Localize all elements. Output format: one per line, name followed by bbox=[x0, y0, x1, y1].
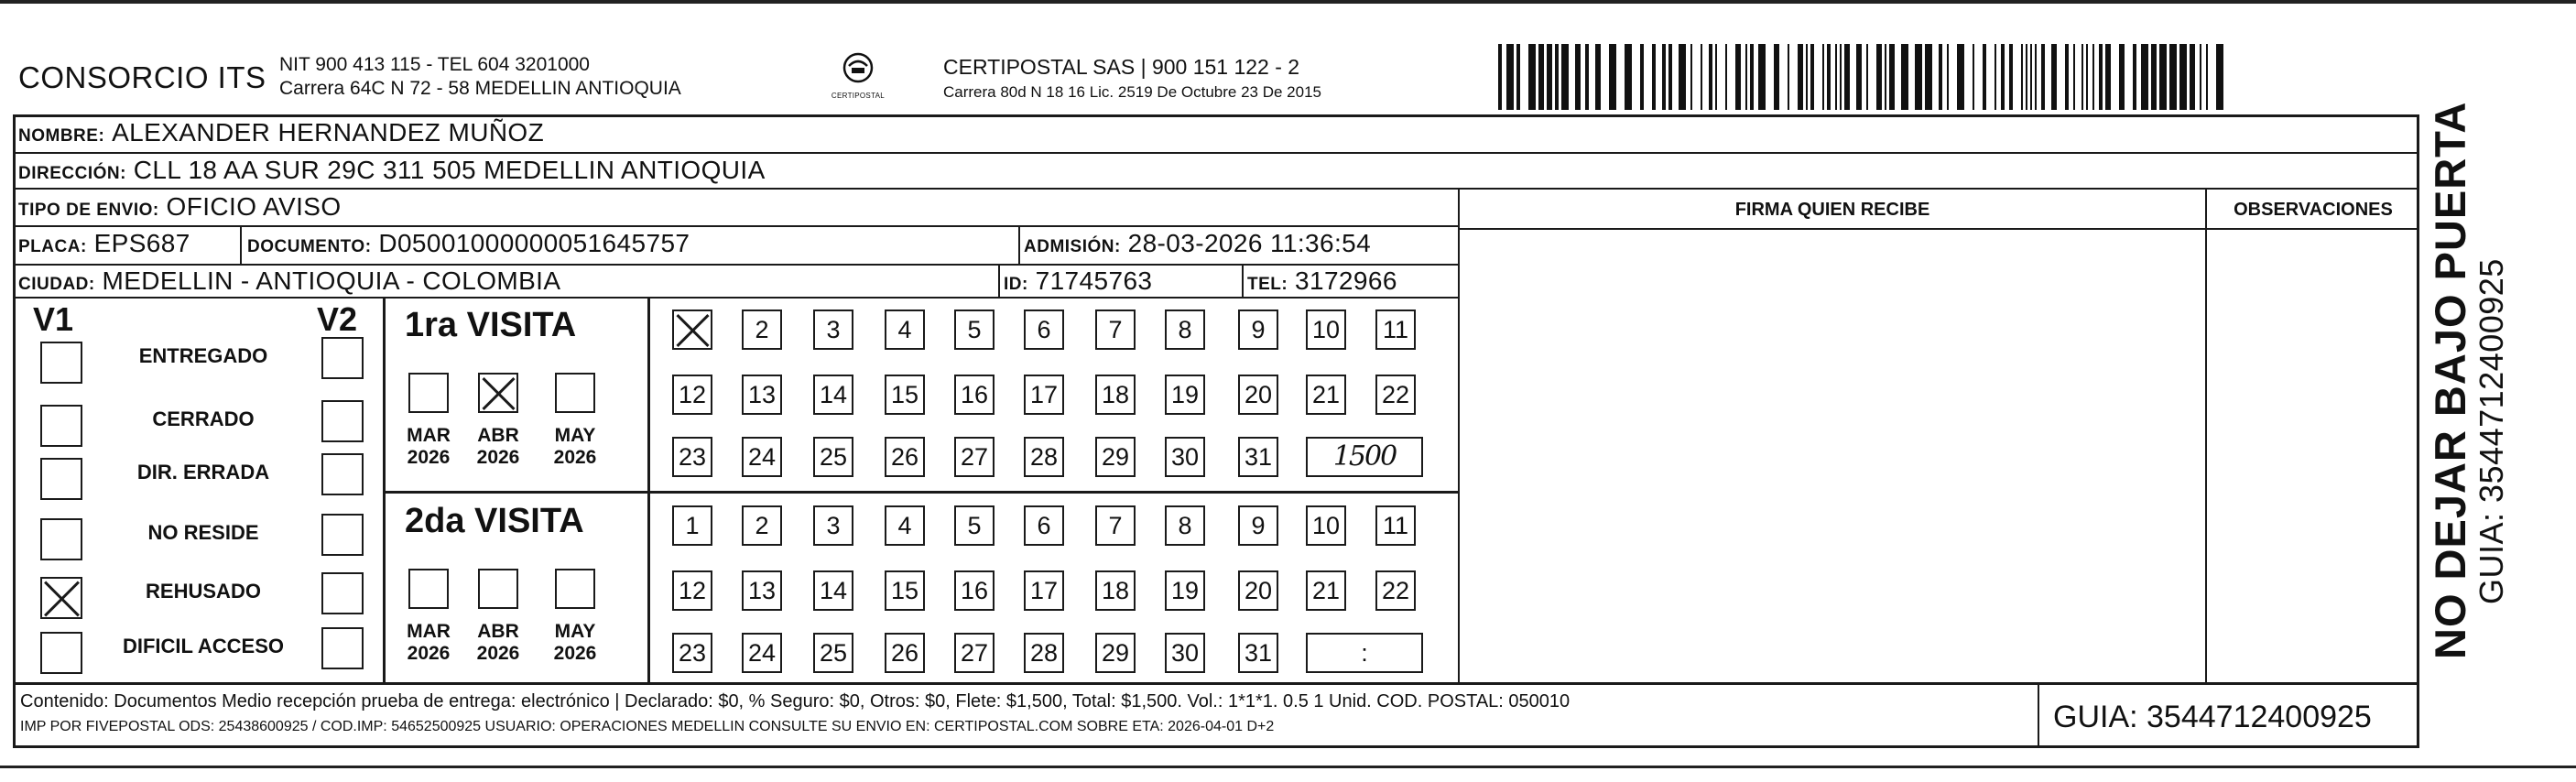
tipo-envio-field bbox=[18, 192, 342, 222]
time-box[interactable]: : bbox=[1306, 633, 1423, 673]
day-box[interactable]: 25 bbox=[813, 437, 853, 477]
side-guia-number: GUIA: 3544712400925 bbox=[2473, 258, 2510, 604]
barcode-bar bbox=[1595, 44, 1601, 110]
day-box[interactable]: 7 bbox=[1095, 505, 1136, 546]
barcode-bar bbox=[2030, 44, 2032, 110]
tel-label: TEL: bbox=[1247, 275, 1288, 294]
nombre-label: NOMBRE: bbox=[18, 126, 105, 146]
day-box[interactable]: 25 bbox=[813, 633, 853, 673]
status-v1-checkbox[interactable] bbox=[40, 518, 82, 560]
visit-title: 2da VISITA bbox=[405, 502, 584, 540]
day-box[interactable]: 28 bbox=[1024, 633, 1064, 673]
admision-label: ADMISIÓN: bbox=[1024, 237, 1121, 256]
barcode-bar bbox=[2151, 44, 2157, 110]
day-box[interactable]: 28 bbox=[1024, 437, 1064, 477]
status-divider bbox=[383, 297, 386, 682]
barcode-bar bbox=[1679, 44, 1686, 110]
placa-label: PLACA: bbox=[18, 237, 87, 256]
certipostal-address: Carrera 80d N 18 16 Lic. 2519 De Octubre 23 De 2015 bbox=[943, 83, 1321, 101]
day-box[interactable]: 11 bbox=[1375, 310, 1416, 350]
status-v2-checkbox[interactable] bbox=[321, 400, 364, 442]
barcode-bar bbox=[2133, 44, 2136, 110]
day-box[interactable]: 30 bbox=[1165, 633, 1205, 673]
cell-divider bbox=[998, 264, 1000, 297]
month-year: 2026 bbox=[553, 643, 597, 664]
day-box[interactable]: 16 bbox=[954, 375, 995, 415]
admision-value: 28-03-2026 11:36:54 bbox=[1127, 229, 1372, 257]
barcode-bar bbox=[2073, 44, 2075, 110]
barcode-bar bbox=[1844, 44, 1850, 110]
barcode-bar bbox=[1668, 44, 1672, 110]
barcode-bar bbox=[2009, 44, 2013, 110]
barcode-bar bbox=[1640, 44, 1644, 110]
barcode-bar bbox=[2206, 44, 2208, 110]
status-v1-checkbox[interactable] bbox=[40, 405, 82, 447]
barcode-bar bbox=[2179, 44, 2187, 110]
day-box[interactable]: 17 bbox=[1024, 375, 1064, 415]
status-v2-checkbox[interactable] bbox=[321, 627, 364, 669]
v2-header: V2 bbox=[317, 300, 358, 338]
time-box[interactable]: 1500 bbox=[1306, 437, 1423, 477]
day-box[interactable]: 26 bbox=[885, 437, 925, 477]
day-box[interactable]: 2 bbox=[742, 310, 782, 350]
barcode-bar bbox=[2141, 44, 2148, 110]
day-box[interactable]: 10 bbox=[1306, 505, 1346, 546]
status-label: ENTREGADO bbox=[138, 344, 268, 367]
day-box[interactable]: 21 bbox=[1306, 375, 1346, 415]
day-box[interactable]: 31 bbox=[1238, 633, 1278, 673]
day-box[interactable]: 24 bbox=[742, 633, 782, 673]
barcode-bar bbox=[1876, 44, 1882, 110]
barcode-bar bbox=[1939, 44, 1942, 110]
month-name: MAY bbox=[554, 621, 596, 642]
barcode-bar bbox=[2092, 44, 2094, 110]
barcode-bar bbox=[1498, 44, 1502, 110]
company-nit: NIT 900 413 115 - TEL 604 3201000 bbox=[279, 54, 590, 75]
barcode-bar bbox=[1840, 44, 1842, 110]
barcode-bar bbox=[1957, 44, 1964, 110]
placa-field bbox=[18, 229, 190, 258]
day-box[interactable]: 23 bbox=[672, 633, 712, 673]
day-box[interactable]: 23 bbox=[672, 437, 712, 477]
nombre-value: ALEXANDER HERNANDEZ MUÑOZ bbox=[112, 118, 545, 147]
barcode-bar bbox=[1827, 44, 1831, 110]
barcode-bar bbox=[1866, 44, 1868, 110]
month-year: 2026 bbox=[476, 447, 520, 468]
month-year: 2026 bbox=[407, 447, 451, 468]
month-label bbox=[538, 425, 612, 469]
month-name: MAR bbox=[407, 425, 451, 446]
firma-header: FIRMA QUIEN RECIBE bbox=[1734, 200, 1930, 220]
barcode-bar bbox=[1994, 44, 1996, 110]
month-label bbox=[392, 425, 465, 469]
barcode-bar bbox=[1745, 44, 1747, 110]
barcode-bar bbox=[2051, 44, 2057, 110]
day-box[interactable]: 9 bbox=[1238, 310, 1278, 350]
status-label: DIR. ERRADA bbox=[136, 461, 270, 483]
barcode-bar bbox=[1701, 44, 1702, 110]
months-divider bbox=[647, 297, 650, 682]
barcode-bar bbox=[1915, 44, 1922, 110]
barcode-bar bbox=[2086, 44, 2088, 110]
bottom-rule bbox=[0, 766, 2576, 768]
month-checkbox[interactable] bbox=[555, 569, 595, 609]
day-box[interactable]: 26 bbox=[885, 633, 925, 673]
day-box[interactable]: 2 bbox=[742, 505, 782, 546]
direccion-label: DIRECCIÓN: bbox=[18, 164, 126, 183]
day-box[interactable]: 30 bbox=[1165, 437, 1205, 477]
ciudad-field bbox=[18, 266, 560, 296]
barcode-bar bbox=[1662, 44, 1666, 110]
day-box[interactable]: 5 bbox=[954, 310, 995, 350]
barcode-bar bbox=[2041, 44, 2045, 110]
tipo-envio-label: TIPO DE ENVIO: bbox=[18, 201, 159, 220]
day-box[interactable]: 3 bbox=[813, 505, 853, 546]
certipostal-logo bbox=[821, 46, 895, 110]
status-v1-checkbox[interactable] bbox=[40, 342, 82, 384]
day-box[interactable]: 12 bbox=[672, 570, 712, 611]
ciudad-value: MEDELLIN - ANTIOQUIA - COLOMBIA bbox=[102, 266, 561, 295]
placa-value: EPS687 bbox=[93, 229, 190, 257]
barcode-bar bbox=[1561, 44, 1569, 110]
month-checkbox[interactable] bbox=[478, 569, 518, 609]
barcode-bar bbox=[2026, 44, 2027, 110]
day-box[interactable] bbox=[672, 310, 712, 350]
cell-divider bbox=[240, 225, 242, 264]
barcode-bar bbox=[1547, 44, 1552, 110]
direccion-field bbox=[18, 156, 766, 185]
barcode-bar bbox=[1885, 44, 1886, 110]
certipostal-info bbox=[943, 53, 1321, 104]
barcode-bar bbox=[2190, 44, 2195, 110]
barcode-bar bbox=[1810, 44, 1814, 110]
day-box[interactable]: 16 bbox=[954, 570, 995, 611]
barcode-bar bbox=[1889, 44, 1895, 110]
logo-caption: CERTIPOSTAL bbox=[831, 92, 886, 100]
day-box[interactable]: 13 bbox=[742, 570, 782, 611]
barcode-bar bbox=[1625, 44, 1632, 110]
certipostal-name: CERTIPOSTAL SAS | 900 151 122 - 2 bbox=[943, 55, 1300, 79]
barcode-bar bbox=[1609, 44, 1616, 110]
month-name: ABR bbox=[477, 621, 519, 642]
barcode-bar bbox=[1715, 44, 1717, 110]
id-value: 71745763 bbox=[1035, 266, 1153, 295]
day-box[interactable]: 27 bbox=[954, 437, 995, 477]
day-box[interactable]: 15 bbox=[885, 570, 925, 611]
month-name: ABR bbox=[477, 425, 519, 446]
barcode-bar bbox=[1901, 44, 1908, 110]
top-rule bbox=[0, 0, 2576, 4]
month-label bbox=[392, 621, 465, 665]
barcode-bar bbox=[2216, 44, 2223, 110]
day-box[interactable]: 18 bbox=[1095, 570, 1136, 611]
barcode-bar bbox=[1774, 44, 1779, 110]
visit-divider bbox=[383, 491, 1458, 494]
admision-field bbox=[1024, 229, 1371, 258]
logo-icon bbox=[821, 46, 895, 92]
barcode-bar bbox=[1983, 44, 1986, 110]
barcode-bar bbox=[1973, 44, 1974, 110]
status-v1-checkbox[interactable] bbox=[40, 577, 82, 619]
day-box[interactable]: 17 bbox=[1024, 570, 1064, 611]
company-info bbox=[279, 53, 681, 101]
day-box[interactable]: 27 bbox=[954, 633, 995, 673]
tel-value: 3172966 bbox=[1295, 266, 1397, 295]
barcode-bar bbox=[1538, 44, 1544, 110]
documento-value: D05001000000051645757 bbox=[378, 229, 690, 257]
barcode-bar bbox=[2065, 44, 2069, 110]
barcode-bar bbox=[1750, 44, 1754, 110]
barcode-bar bbox=[2035, 44, 2037, 110]
row-divider bbox=[13, 297, 1458, 299]
day-box[interactable]: 15 bbox=[885, 375, 925, 415]
barcode-bar bbox=[1806, 44, 1808, 110]
column-divider bbox=[2205, 188, 2207, 684]
barcode-bar bbox=[2119, 44, 2125, 110]
day-box[interactable]: 8 bbox=[1165, 310, 1205, 350]
month-checkbox[interactable] bbox=[408, 373, 449, 413]
day-box[interactable]: 14 bbox=[813, 375, 853, 415]
no-dejar-bajo-puerta: NO DEJAR BAJO PUERTA bbox=[2426, 101, 2474, 659]
month-label bbox=[538, 621, 612, 665]
barcode-bar bbox=[1555, 44, 1559, 110]
barcode-bar bbox=[1516, 44, 1520, 110]
barcode-bar bbox=[1652, 44, 1656, 110]
row-divider bbox=[13, 152, 2419, 154]
company-name: CONSORCIO ITS bbox=[18, 60, 266, 94]
month-checkbox[interactable] bbox=[408, 569, 449, 609]
day-box[interactable]: 22 bbox=[1375, 570, 1416, 611]
day-box[interactable]: 8 bbox=[1165, 505, 1205, 546]
documento-field bbox=[247, 229, 690, 258]
barcode-bar bbox=[1947, 44, 1949, 110]
day-box[interactable]: 6 bbox=[1024, 310, 1064, 350]
status-v1-checkbox[interactable] bbox=[40, 632, 82, 674]
barcode-bar bbox=[1709, 44, 1712, 110]
v1-header: V1 bbox=[33, 300, 74, 338]
barcode-bar bbox=[1856, 44, 1862, 110]
company-address: Carrera 64C N 72 - 58 MEDELLIN ANTIOQUIA bbox=[279, 78, 681, 99]
day-box[interactable]: 9 bbox=[1238, 505, 1278, 546]
status-label: NO RESIDE bbox=[147, 521, 259, 544]
cell-divider bbox=[1018, 225, 1020, 264]
id-label: ID: bbox=[1004, 275, 1028, 294]
day-box[interactable]: 13 bbox=[742, 375, 782, 415]
row-divider bbox=[1458, 228, 2419, 230]
column-divider bbox=[1458, 188, 1460, 684]
month-name: MAR bbox=[407, 621, 451, 642]
month-label bbox=[462, 621, 535, 665]
barcode-bar bbox=[1758, 44, 1766, 110]
ciudad-label: CIUDAD: bbox=[18, 275, 95, 294]
day-box[interactable]: 22 bbox=[1375, 375, 1416, 415]
tipo-envio-value: OFICIO AVISO bbox=[166, 192, 342, 221]
day-box[interactable]: 10 bbox=[1306, 310, 1346, 350]
row-divider bbox=[13, 225, 1458, 227]
month-name: MAY bbox=[554, 425, 596, 446]
barcode-bar bbox=[2081, 44, 2083, 110]
day-box[interactable]: 24 bbox=[742, 437, 782, 477]
day-box[interactable]: 4 bbox=[885, 310, 925, 350]
day-box[interactable]: 31 bbox=[1238, 437, 1278, 477]
documento-label: DOCUMENTO: bbox=[247, 237, 372, 256]
barcode-bar bbox=[1690, 44, 1692, 110]
day-box[interactable]: 1 bbox=[672, 505, 712, 546]
status-v1-checkbox[interactable] bbox=[40, 458, 82, 500]
month-checkbox[interactable] bbox=[555, 373, 595, 413]
barcode-bar bbox=[2021, 44, 2023, 110]
tel-field bbox=[1247, 266, 1397, 296]
day-box[interactable]: 14 bbox=[813, 570, 853, 611]
barcode-bar bbox=[2169, 44, 2177, 110]
status-v2-checkbox[interactable] bbox=[321, 514, 364, 556]
barcode-bar bbox=[2001, 44, 2005, 110]
imp-text: IMP POR FIVEPOSTAL ODS: 25438600925 / COD.IMP: 54652500925 USUARIO: OPERACIONES MEDELLIN CONSULTE SU ENVIO EN: CERTIPOSTAL.COM SOBRE ETA: 2026-04-01 D+2 bbox=[20, 719, 1275, 734]
status-v2-checkbox[interactable] bbox=[321, 572, 364, 614]
day-box[interactable]: 5 bbox=[954, 505, 995, 546]
direccion-value: CLL 18 AA SUR 29C 311 505 MEDELLIN ANTIOQUIA bbox=[133, 156, 766, 184]
barcode bbox=[1498, 44, 2225, 110]
id-field bbox=[1004, 266, 1152, 296]
nombre-field bbox=[18, 118, 544, 147]
barcode-bar bbox=[1735, 44, 1741, 110]
barcode-bar bbox=[1585, 44, 1589, 110]
day-box[interactable]: 29 bbox=[1095, 633, 1136, 673]
contenido-text: Contenido: Documentos Medio recepción prueba de entrega: electrónico | Declarado: $0, % Seguro: $0, Otros: $0, Flete: $1,500, Total: $1,500. Vol.: 1*1*1. 0.5 1 Unid. COD. POSTAL: 050010 bbox=[20, 691, 1571, 711]
status-label: REHUSADO bbox=[146, 580, 261, 603]
barcode-bar bbox=[2200, 44, 2201, 110]
status-v2-checkbox[interactable] bbox=[321, 337, 364, 379]
cell-divider bbox=[1242, 264, 1244, 297]
barcode-bar bbox=[1788, 44, 1789, 110]
day-box[interactable]: 7 bbox=[1095, 310, 1136, 350]
month-year: 2026 bbox=[553, 447, 597, 468]
day-box[interactable]: 20 bbox=[1238, 375, 1278, 415]
barcode-bar bbox=[1822, 44, 1824, 110]
visit-title: 1ra VISITA bbox=[405, 306, 577, 344]
status-label: DIFICIL ACCESO bbox=[122, 635, 284, 657]
month-checkbox[interactable] bbox=[478, 373, 518, 413]
day-box[interactable]: 6 bbox=[1024, 505, 1064, 546]
day-box[interactable]: 4 bbox=[885, 505, 925, 546]
month-year: 2026 bbox=[476, 643, 520, 664]
day-box[interactable]: 19 bbox=[1165, 375, 1205, 415]
status-label: CERRADO bbox=[152, 407, 255, 430]
day-box[interactable]: 3 bbox=[813, 310, 853, 350]
day-box[interactable]: 11 bbox=[1375, 505, 1416, 546]
day-box[interactable]: 12 bbox=[672, 375, 712, 415]
day-box[interactable]: 18 bbox=[1095, 375, 1136, 415]
barcode-bar bbox=[2159, 44, 2167, 110]
barcode-bar bbox=[1725, 44, 1727, 110]
day-box[interactable]: 19 bbox=[1165, 570, 1205, 611]
day-box[interactable]: 21 bbox=[1306, 570, 1346, 611]
row-divider bbox=[13, 188, 2419, 190]
barcode-bar bbox=[1528, 44, 1536, 110]
barcode-bar bbox=[1798, 44, 1803, 110]
day-box[interactable]: 20 bbox=[1238, 570, 1278, 611]
month-label bbox=[462, 425, 535, 469]
barcode-bar bbox=[1506, 44, 1514, 110]
day-box[interactable]: 29 bbox=[1095, 437, 1136, 477]
barcode-bar bbox=[1575, 44, 1581, 110]
status-v2-checkbox[interactable] bbox=[321, 453, 364, 495]
guia-number: GUIA: 3544712400925 bbox=[2038, 684, 2419, 748]
barcode-bar bbox=[1835, 44, 1837, 110]
observaciones-header: OBSERVACIONES bbox=[2234, 200, 2393, 220]
barcode-bar bbox=[2105, 44, 2111, 110]
month-year: 2026 bbox=[407, 643, 451, 664]
barcode-bar bbox=[2099, 44, 2103, 110]
barcode-bar bbox=[1925, 44, 1932, 110]
